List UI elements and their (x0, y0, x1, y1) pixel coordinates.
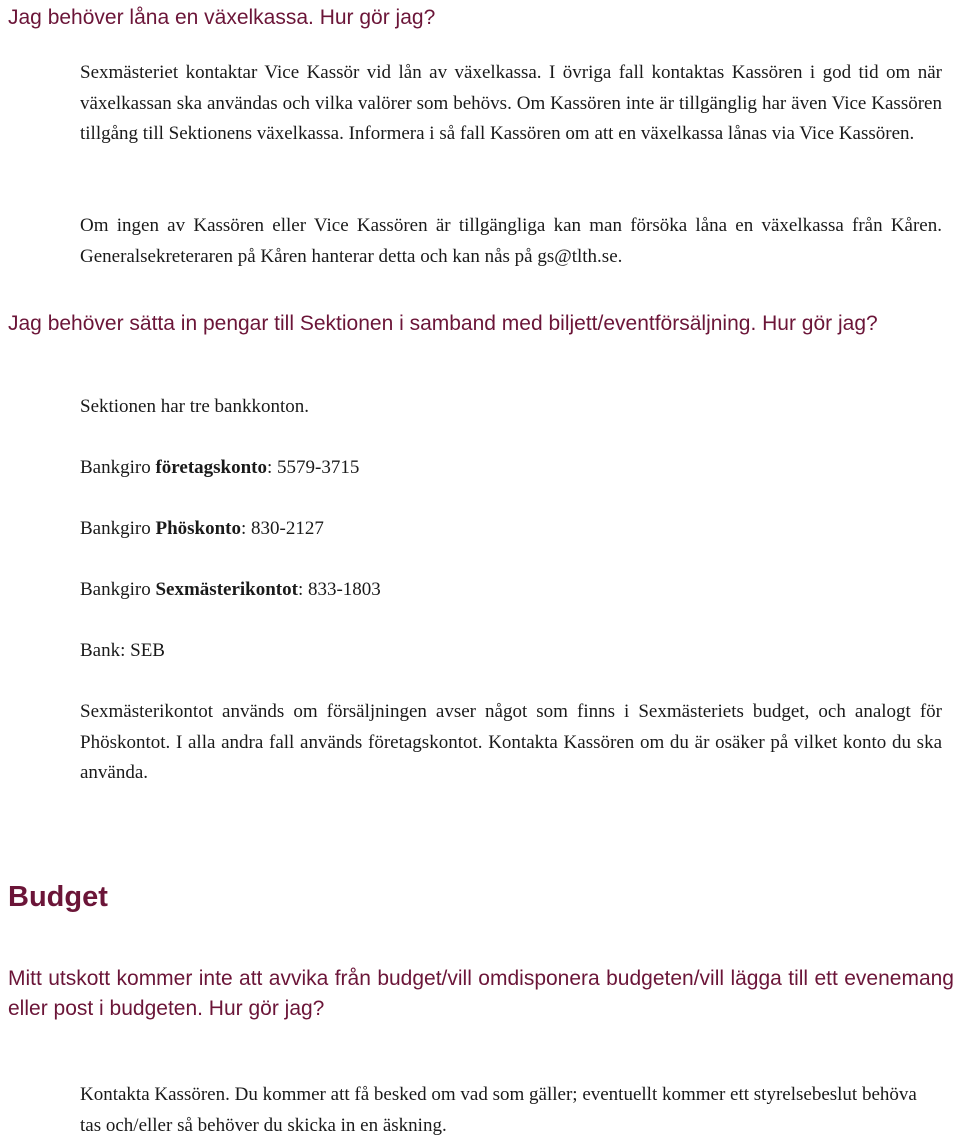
question-budget: Mitt utskott kommer inte att avvika från budget/vill omdisponera budgeten/vill lägga till ett evenemang eller post i budgeten. Hur gör jag? (8, 967, 954, 1020)
account-number: : 833-1803 (297, 579, 381, 600)
bank-name: Bank: SEB (80, 640, 165, 661)
account-foretagskonto (80, 453, 942, 484)
question-insattning: Jag behöver sätta in pengar till Sektionen i samband med biljett/eventförsäljning. Hur gör jag? (8, 312, 878, 335)
account-number: : 830-2127 (241, 518, 324, 539)
paragraph-account-usage: Sexmästerikontot används om försäljningen avser något som finns i Sexmästeriets budget, och analogt för Phöskontot. I alla andra fall används företagskontot. Kontakta Kassören om du är osäker på vilket konto du ska använda. (80, 701, 942, 783)
account-name: Sexmästerikontot (155, 579, 298, 600)
paragraph-bank-accounts-intro: Sektionen har tre bankkonton. (80, 396, 310, 417)
account-name: Phöskonto (155, 518, 241, 539)
account-number: : 5579-3715 (267, 457, 360, 478)
paragraph-budget-answer: Kontakta Kassören. Du kommer att få besked om vad som gäller; eventuellt kommer ett styrelsebeslut behöva tas och/eller så behöver du skicka in en äskning. (80, 1084, 917, 1136)
account-prefix: Bankgiro (80, 518, 156, 539)
paragraph-vaxelkassa-karen: Om ingen av Kassören eller Vice Kassören är tillgängliga kan man försöka låna en växelkassa från Kåren. Generalsekreteraren på Kåren hanterar detta och kan nås på gs@tlth.se. (80, 215, 942, 267)
account-phoskonto (80, 514, 942, 545)
question-vaxelkassa: Jag behöver låna en växelkassa. Hur gör jag? (8, 6, 436, 29)
paragraph-vaxelkassa-contact: Sexmästeriet kontaktar Vice Kassör vid lån av växelkassa. I övriga fall kontaktas Kassören i god tid om när växelkassan ska användas och vilka valörer som behövs. Om Kassören inte är tillgänglig har även Vice Kassören tillgång till Sektionens växelkassa. Informera i så fall Kassören om att en växelkassa lånas via Vice Kassören. (80, 62, 942, 144)
account-prefix: Bankgiro (80, 457, 156, 478)
account-sexmasterikontot (80, 575, 942, 606)
heading-budget: Budget (8, 881, 108, 913)
account-prefix: Bankgiro (80, 579, 156, 600)
account-name: företagskonto (155, 457, 268, 478)
